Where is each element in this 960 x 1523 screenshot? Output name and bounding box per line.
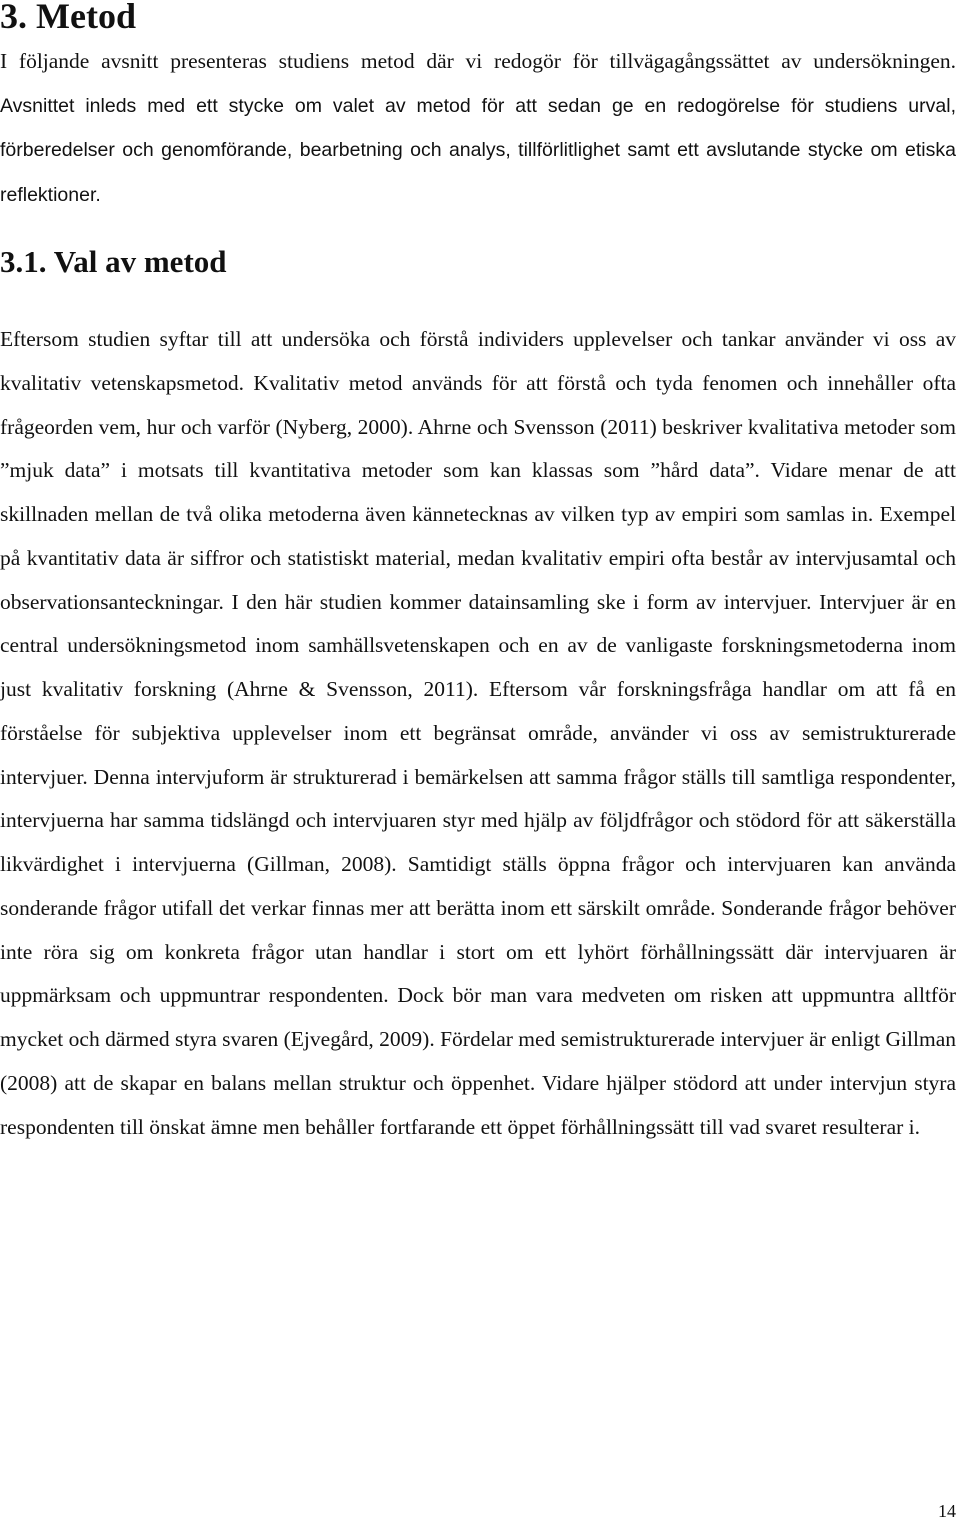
page-number: 14 — [938, 1501, 956, 1521]
section-paragraph: Eftersom studien syftar till att undersöka och förstå individers upplevelser och tankar använder vi oss av kvalitativ vetenskapsmetod. Kvalitativ metod används för att förstå och tyda fenomen och innehåller ofta frågeorden vem, hur och varför (Nyberg, 2000). Ahrne och Svensson (2011) beskriver kvalitativa metoder som ”mjuk data” i motsats till kvantitativa metoder som kan klassas som ”hård data”. Vidare menar de att skillnaden mellan de två olika metoderna även kännetecknas av vilken typ av empiri som samlas in. Exempel på kvantitativ data är siffror och statistiskt material, medan kvalitativ empiri ofta består av intervjusamtal och observationsanteckningar. I den här studien kommer datainsamling ske i form av intervjuer. Intervjuer är en central undersökningsmetod inom samhällsvetenskapen och en av de vanligaste forskningsmetoderna inom just kvalitativ forskning (Ahrne & Svensson, 2011). Eftersom vår forskningsfråga handlar om att få en förståelse för subjektiva upplevelser inom ett begränsat område, använder vi oss av semistrukturerade intervjuer. Denna intervjuform är strukturerad i bemärkelsen att samma frågor ställs till samtliga respondenter, intervjuerna har samma tidslängd och intervjuaren styr med hjälp av följdfrågor och stödord för att säkerställa likvärdighet i intervjuerna (Gillman, 2008). Samtidigt ställs öppna frågor och intervjuaren kan använda sonderande frågor utifall det verkar finnas mer att berätta inom ett särskilt område. Sonderande frågor behöver inte röra sig om konkreta frågor utan handlar i stort om ett lyhört förhållningssätt där intervjuaren är uppmärksam och uppmuntrar respondenten. Dock bör man vara medveten om risken att uppmuntra alltför mycket och därmed styra svaren (Ejvegård, 2009). Fördelar med semistrukturerade intervjuer är enligt Gillman (2008) att de skapar en balans mellan struktur och öppenhet. Vidare hjälper stödord att under intervjun styra respondenten till önskat ämne men behåller fortfarande ett öppet förhållningssätt till vad svaret resulterar i. — [0, 327, 956, 1139]
chapter-number: 3. — [0, 0, 27, 36]
section-heading — [0, 240, 227, 284]
section-number: 3.1. — [0, 244, 47, 279]
chapter-title: Metod — [36, 0, 136, 36]
section-title: Val av metod — [53, 244, 227, 279]
intro-serif-text: I följande avsnitt presenteras studiens metod där vi redogör för tillvägagångssättet av undersökningen. — [0, 49, 956, 73]
chapter-heading — [0, 0, 136, 40]
intro-paragraph — [0, 40, 956, 217]
intro-sans-text: Avsnittet inleds med ett stycke om valet av metod för att sedan ge en redogörelse för studiens urval, förberedelser och genomförande, bearbetning och analys, tillförlitlighet samt ett avslutande stycke om etiska reflektioner. — [0, 94, 956, 206]
